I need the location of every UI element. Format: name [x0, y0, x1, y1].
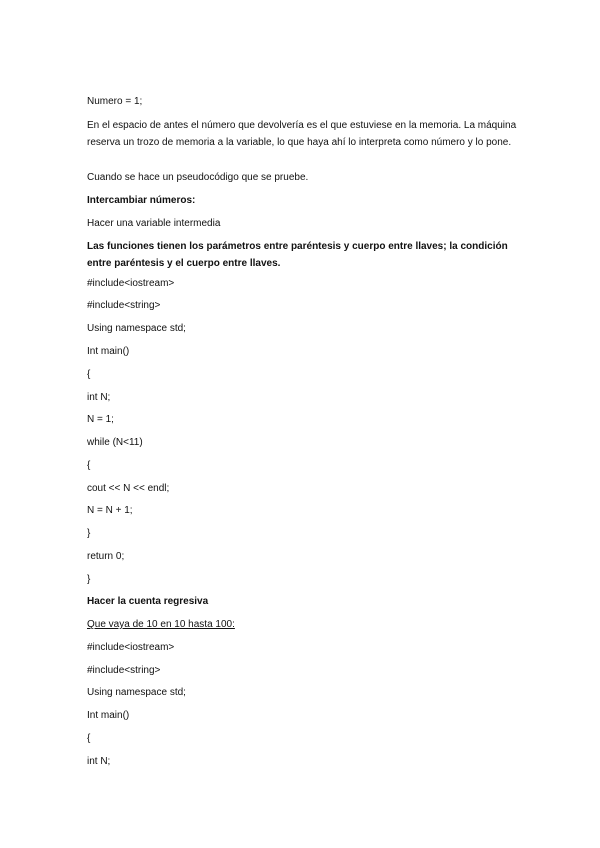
code-line: } — [87, 528, 91, 539]
code-line: cout << N << endl; — [87, 483, 170, 494]
text-line: Numero = 1; — [87, 96, 143, 107]
code-line: { — [87, 460, 91, 471]
code-line: #include<string> — [87, 665, 161, 676]
code-line: { — [87, 733, 91, 744]
code-line: Using namespace std; — [87, 323, 186, 334]
text-paragraph: En el espacio de antes el número que devolvería es el que estuviese en la memoria. La máquina reserva un trozo de memoria a la variable, lo que haya ahí lo interpreta como número y lo pone. — [87, 120, 517, 148]
code-line: #include<string> — [87, 300, 161, 311]
section-heading: Intercambiar números: — [87, 195, 196, 206]
text-line: Hacer una variable intermedia — [87, 218, 221, 229]
code-line: Int main() — [87, 710, 130, 721]
code-line: { — [87, 369, 91, 380]
code-line: return 0; — [87, 551, 125, 562]
code-line: N = N + 1; — [87, 505, 133, 516]
code-line: #include<iostream> — [87, 278, 175, 289]
code-line: Int main() — [87, 346, 130, 357]
section-heading: Hacer la cuenta regresiva — [87, 596, 209, 607]
code-line: Using namespace std; — [87, 687, 186, 698]
text-line: Cuando se hace un pseudocódigo que se pruebe. — [87, 172, 309, 183]
code-line: while (N<11) — [87, 437, 143, 448]
code-line: int N; — [87, 392, 111, 403]
code-line: #include<iostream> — [87, 642, 175, 653]
code-line: } — [87, 574, 91, 585]
bold-paragraph: Las funciones tienen los parámetros entre paréntesis y cuerpo entre llaves; la condición entre paréntesis y el cuerpo entre llaves. — [87, 241, 508, 269]
code-line: N = 1; — [87, 414, 114, 425]
underlined-line: Que vaya de 10 en 10 hasta 100: — [87, 619, 235, 630]
code-line: int N; — [87, 756, 111, 767]
